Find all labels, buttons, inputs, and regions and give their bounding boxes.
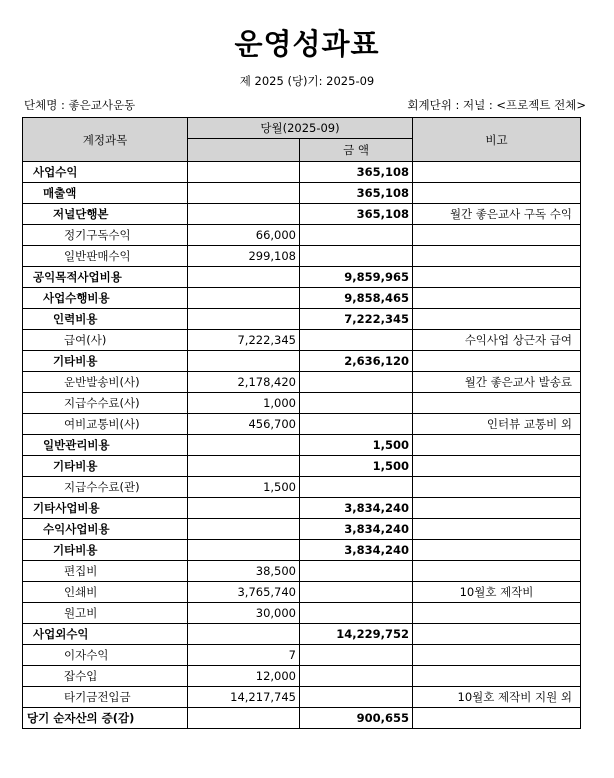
row-label: 여비교통비(사) [23,414,188,435]
row-total [300,561,413,582]
row-note [413,246,581,267]
row-note [413,435,581,456]
row-detail: 456,700 [188,414,300,435]
header-account: 계정과목 [23,118,188,162]
report-title: 운영성과표 [234,27,380,61]
row-total: 2,636,120 [300,351,413,372]
row-note [413,624,581,645]
row-detail [188,351,300,372]
table-row [23,414,581,435]
row-label: 이자수익 [23,645,188,666]
table-row [23,183,581,204]
row-label: 일반관리비용 [23,435,188,456]
table-row [23,498,581,519]
row-total: 900,655 [300,708,413,729]
row-label: 매출액 [23,183,188,204]
row-label: 일반판매수익 [23,246,188,267]
row-label: 기타사업비용 [23,498,188,519]
row-total [300,603,413,624]
row-note [413,288,581,309]
row-label: 기타비용 [23,456,188,477]
row-total [300,645,413,666]
table-row [23,666,581,687]
row-note [413,603,581,624]
table-row [23,162,581,183]
table-row [23,519,581,540]
row-note [413,309,581,330]
row-note: 10월호 제작비 지원 외 [413,687,581,708]
row-label: 지급수수료(관) [23,477,188,498]
header-blank [188,139,300,162]
row-note [413,456,581,477]
row-label: 편집비 [23,561,188,582]
table-row [23,645,581,666]
row-detail: 3,765,740 [188,582,300,603]
row-note [413,519,581,540]
accounting-unit: 회계단위 : 저널 : <프로젝트 전체> [407,98,586,112]
table-row [23,225,581,246]
row-total: 3,834,240 [300,540,413,561]
table-row [23,603,581,624]
row-detail [188,540,300,561]
row-label: 수익사업비용 [23,519,188,540]
operating-results-table [22,117,581,729]
row-label: 당기 순자산의 증(감) [23,708,188,729]
row-total [300,393,413,414]
row-note: 인터뷰 교통비 외 [413,414,581,435]
row-detail [188,456,300,477]
row-detail [188,204,300,225]
row-note [413,708,581,729]
row-detail: 7 [188,645,300,666]
table-row [23,351,581,372]
row-total [300,582,413,603]
row-detail [188,519,300,540]
table-row [23,288,581,309]
row-note [413,183,581,204]
row-total: 1,500 [300,435,413,456]
row-label: 인쇄비 [23,582,188,603]
row-detail: 38,500 [188,561,300,582]
table-row [23,561,581,582]
row-label: 사업수익 [23,162,188,183]
row-detail [188,708,300,729]
row-label: 사업수행비용 [23,288,188,309]
table-row [23,456,581,477]
row-label: 원고비 [23,603,188,624]
row-total: 3,834,240 [300,519,413,540]
row-note: 월간 좋은교사 발송료 [413,372,581,393]
row-note [413,477,581,498]
row-note [413,225,581,246]
table-row [23,477,581,498]
row-note [413,666,581,687]
row-detail: 30,000 [188,603,300,624]
row-note: 수익사업 상근자 급여 [413,330,581,351]
row-note: 10월호 제작비 [413,582,581,603]
row-total: 1,500 [300,456,413,477]
table-row [23,435,581,456]
header-current-month: 당월(2025-09) [188,118,413,139]
row-detail [188,435,300,456]
row-total [300,687,413,708]
row-note [413,498,581,519]
table-row [23,708,581,729]
row-total [300,246,413,267]
row-detail: 1,500 [188,477,300,498]
row-detail: 7,222,345 [188,330,300,351]
organization-name: 단체명 : 좋은교사운동 [24,98,136,112]
row-note [413,393,581,414]
header-amount: 금 액 [300,139,413,162]
row-total: 14,229,752 [300,624,413,645]
table-row [23,204,581,225]
row-total: 365,108 [300,204,413,225]
row-total [300,330,413,351]
row-detail [188,162,300,183]
row-detail: 12,000 [188,666,300,687]
table-row [23,309,581,330]
table-row [23,372,581,393]
table-row [23,540,581,561]
header-note: 비고 [413,118,581,162]
row-detail [188,183,300,204]
table-row [23,393,581,414]
row-label: 사업외수익 [23,624,188,645]
table-row [23,246,581,267]
row-label: 잡수입 [23,666,188,687]
row-note: 월간 좋은교사 구독 수익 [413,204,581,225]
row-detail: 2,178,420 [188,372,300,393]
row-label: 공익목적사업비용 [23,267,188,288]
row-total [300,414,413,435]
row-detail: 66,000 [188,225,300,246]
row-note [413,162,581,183]
row-detail [188,498,300,519]
row-note [413,645,581,666]
table-row [23,687,581,708]
row-total: 9,859,965 [300,267,413,288]
row-detail: 1,000 [188,393,300,414]
table-row [23,582,581,603]
row-detail: 14,217,745 [188,687,300,708]
row-note [413,540,581,561]
row-label: 인력비용 [23,309,188,330]
row-note [413,351,581,372]
row-label: 저널단행본 [23,204,188,225]
row-total [300,225,413,246]
row-detail [188,624,300,645]
row-note [413,561,581,582]
row-total [300,477,413,498]
row-detail: 299,108 [188,246,300,267]
table-row [23,624,581,645]
report-period: 제 2025 (당)기: 2025-09 [239,74,375,88]
row-total: 365,108 [300,162,413,183]
row-label: 운반발송비(사) [23,372,188,393]
table-row [23,330,581,351]
row-detail [188,267,300,288]
row-label: 타기금전입금 [23,687,188,708]
row-note [413,267,581,288]
row-label: 기타비용 [23,540,188,561]
row-detail [188,309,300,330]
table-row [23,267,581,288]
row-label: 기타비용 [23,351,188,372]
row-label: 급여(사) [23,330,188,351]
row-total: 7,222,345 [300,309,413,330]
row-detail [188,288,300,309]
row-total: 365,108 [300,183,413,204]
row-total [300,666,413,687]
row-label: 정기구독수익 [23,225,188,246]
row-total [300,372,413,393]
row-total: 9,858,465 [300,288,413,309]
row-total: 3,834,240 [300,498,413,519]
row-label: 지급수수료(사) [23,393,188,414]
